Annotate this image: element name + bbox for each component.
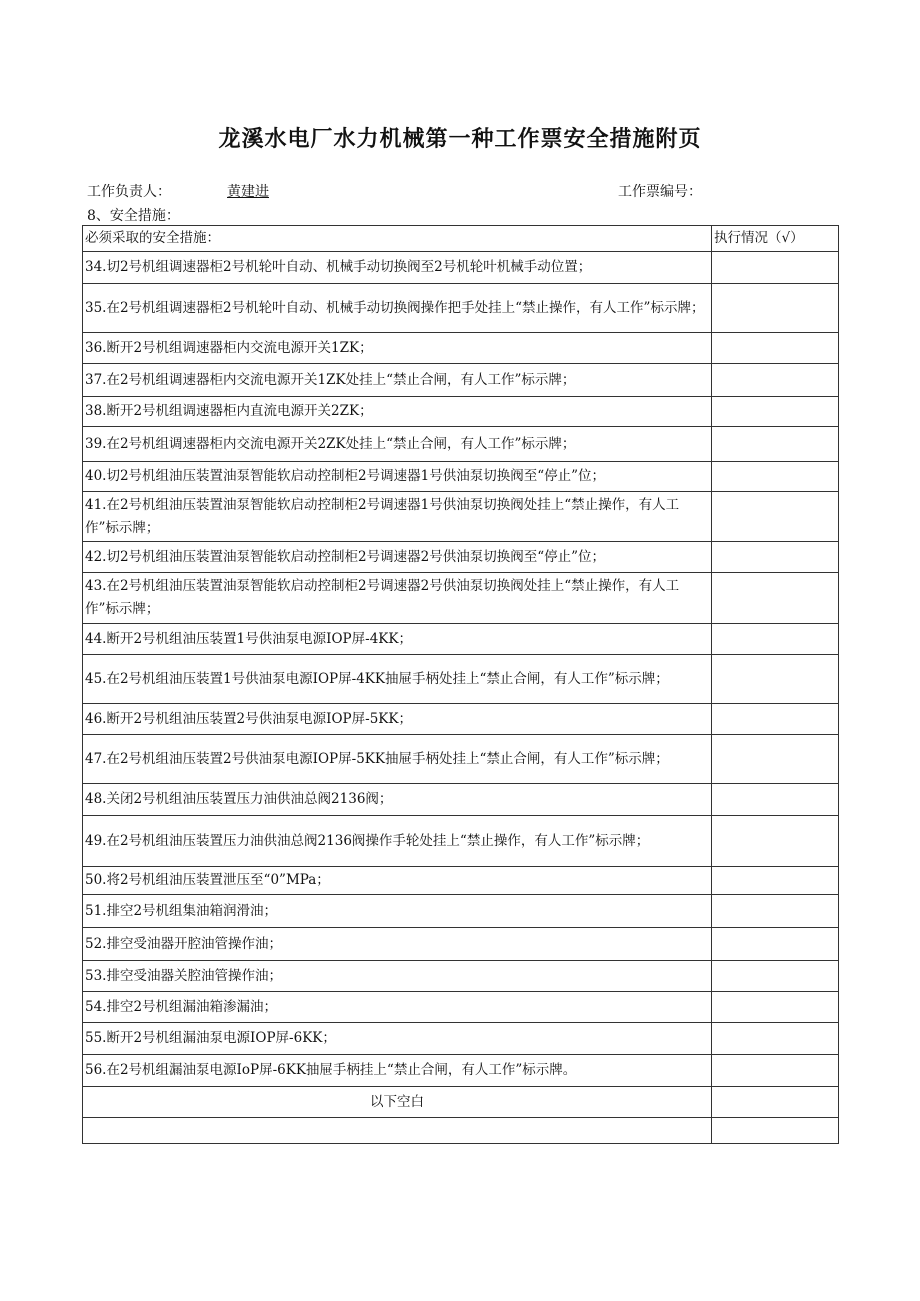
measure-cell: 35.在2号机组调速器柜2号机轮叶自动、机械手动切换阀操作把手处挂上“禁止操作，有人工作”标示牌； <box>83 284 712 333</box>
status-cell[interactable] <box>712 1087 839 1118</box>
status-cell[interactable] <box>712 252 839 284</box>
status-cell[interactable] <box>712 542 839 573</box>
measure-cell: 51.排空2号机组集油箱润滑油； <box>83 895 712 928</box>
table-row <box>83 784 839 816</box>
status-cell[interactable] <box>712 704 839 735</box>
measure-cell: 50.将2号机组油压装置泄压至“0”MPa； <box>83 867 712 895</box>
table-row <box>83 333 839 364</box>
status-cell[interactable] <box>712 1118 839 1144</box>
empty-measure-cell[interactable] <box>83 1118 712 1144</box>
table-row <box>83 252 839 284</box>
measure-cell: 55.断开2号机组漏油泵电源IOP屏-6KK； <box>83 1023 712 1055</box>
status-cell[interactable] <box>712 784 839 816</box>
measure-cell: 36.断开2号机组调速器柜内交流电源开关1ZK； <box>83 333 712 364</box>
status-cell[interactable] <box>712 284 839 333</box>
safety-measures-table <box>82 225 839 1144</box>
footer-blank-note: 以下空白 <box>83 1087 712 1118</box>
table-header-row <box>83 226 839 252</box>
measure-cell: 49.在2号机组油压装置压力油供油总阀2136阀操作手轮处挂上“禁止操作，有人工作”标示牌； <box>83 816 712 867</box>
measure-cell: 39.在2号机组调速器柜内交流电源开关2ZK处挂上“禁止合闸，有人工作”标示牌； <box>83 427 712 462</box>
table-row <box>83 735 839 784</box>
status-cell[interactable] <box>712 816 839 867</box>
leader-label: 工作负责人： <box>87 184 171 200</box>
measure-cell: 53.排空受油器关腔油管操作油； <box>83 961 712 992</box>
column-header-status: 执行情况（√） <box>712 226 839 252</box>
table-row <box>83 542 839 573</box>
status-cell[interactable] <box>712 961 839 992</box>
page-title: 龙溪水电厂水力机械第一种工作票安全措施附页 <box>218 127 702 152</box>
table-row <box>83 397 839 427</box>
measure-cell: 40.切2号机组油压装置油泵智能软启动控制柜2号调速器1号供油泵切换阀至“停止”位； <box>83 462 712 492</box>
table-row <box>83 462 839 492</box>
status-cell[interactable] <box>712 492 839 542</box>
status-cell[interactable] <box>712 427 839 462</box>
ticket-number-label: 工作票编号： <box>618 184 702 200</box>
table-row <box>83 816 839 867</box>
measure-cell: 34.切2号机组调速器柜2号机轮叶自动、机械手动切换阀至2号机轮叶机械手动位置； <box>83 252 712 284</box>
measure-cell: 42.切2号机组油压装置油泵智能软启动控制柜2号调速器2号供油泵切换阀至“停止”位； <box>83 542 712 573</box>
measure-cell: 52.排空受油器开腔油管操作油； <box>83 928 712 961</box>
status-cell[interactable] <box>712 895 839 928</box>
table-row <box>83 992 839 1023</box>
table-row <box>83 573 839 624</box>
table-row <box>83 427 839 462</box>
measure-cell: 48.关闭2号机组油压装置压力油供油总阀2136阀； <box>83 784 712 816</box>
table-row <box>83 895 839 928</box>
status-cell[interactable] <box>712 928 839 961</box>
status-cell[interactable] <box>712 867 839 895</box>
measure-cell: 56.在2号机组漏油泵电源IoP屏-6KK抽屉手柄挂上“禁止合闸，有人工作”标示牌。 <box>83 1055 712 1087</box>
measure-cell: 45.在2号机组油压装置1号供油泵电源IOP屏-4KK抽屉手柄处挂上“禁止合闸，有人工作”标示牌； <box>83 655 712 704</box>
column-header-measure: 必须采取的安全措施： <box>83 226 712 252</box>
measure-cell: 46.断开2号机组油压装置2号供油泵电源IOP屏-5KK； <box>83 704 712 735</box>
table-row <box>83 928 839 961</box>
table-row <box>83 492 839 542</box>
status-cell[interactable] <box>712 333 839 364</box>
status-cell[interactable] <box>712 655 839 704</box>
status-cell[interactable] <box>712 364 839 397</box>
table-row-empty <box>83 1118 839 1144</box>
measure-cell: 38.断开2号机组调速器柜内直流电源开关2ZK； <box>83 397 712 427</box>
status-cell[interactable] <box>712 397 839 427</box>
section-label: 8、安全措施： <box>87 208 180 224</box>
table-row <box>83 655 839 704</box>
table-row <box>83 1055 839 1087</box>
table-row <box>83 624 839 655</box>
table-row <box>83 867 839 895</box>
leader-name: 黄建进 <box>227 184 269 200</box>
table-row <box>83 961 839 992</box>
status-cell[interactable] <box>712 992 839 1023</box>
status-cell[interactable] <box>712 1055 839 1087</box>
table-row <box>83 364 839 397</box>
status-cell[interactable] <box>712 573 839 624</box>
measure-cell: 44.断开2号机组油压装置1号供油泵电源IOP屏-4KK； <box>83 624 712 655</box>
status-cell[interactable] <box>712 1023 839 1055</box>
table-row <box>83 704 839 735</box>
table-row-footer <box>83 1087 839 1118</box>
measure-cell: 43.在2号机组油压装置油泵智能软启动控制柜2号调速器2号供油泵切换阀处挂上“禁止操作，有人工作”标示牌； <box>83 573 712 624</box>
table-row <box>83 1023 839 1055</box>
measure-cell: 37.在2号机组调速器柜内交流电源开关1ZK处挂上“禁止合闸，有人工作”标示牌； <box>83 364 712 397</box>
measure-cell: 54.排空2号机组漏油箱渗漏油； <box>83 992 712 1023</box>
table-row <box>83 284 839 333</box>
measure-cell: 41.在2号机组油压装置油泵智能软启动控制柜2号调速器1号供油泵切换阀处挂上“禁止操作，有人工作”标示牌； <box>83 492 712 542</box>
status-cell[interactable] <box>712 735 839 784</box>
status-cell[interactable] <box>712 462 839 492</box>
status-cell[interactable] <box>712 624 839 655</box>
measure-cell: 47.在2号机组油压装置2号供油泵电源IOP屏-5KK抽屉手柄处挂上“禁止合闸，有人工作”标示牌； <box>83 735 712 784</box>
